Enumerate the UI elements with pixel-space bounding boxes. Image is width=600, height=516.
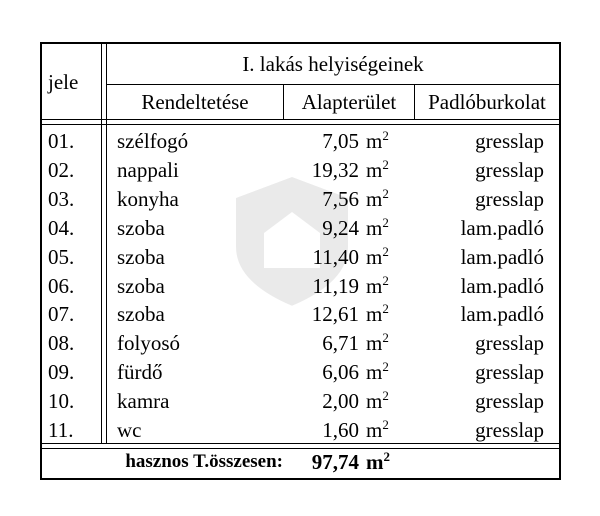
row-room-name: szélfogó	[117, 129, 189, 153]
row-room-name: szoba	[117, 302, 165, 326]
row-unit: $m^2$	[366, 186, 389, 211]
row-number: 11.	[48, 418, 74, 442]
table-border-left	[40, 42, 42, 480]
row-room-name: kamra	[117, 389, 170, 413]
row-room-name: konyha	[117, 187, 179, 211]
table-title: I. lakás helyiségeinek	[242, 52, 424, 76]
row-area: 9,24	[322, 216, 359, 240]
row-room-name: nappali	[117, 158, 179, 182]
table-border-bottom	[40, 478, 561, 480]
row-area: 11,40	[312, 245, 359, 269]
row-floor-covering: gresslap	[475, 331, 544, 355]
row-unit: $m^2$	[366, 215, 389, 240]
row-room-name: szoba	[117, 245, 165, 269]
row-number: 01.	[48, 129, 75, 153]
header-rendeltetes: Rendeltetése	[141, 90, 249, 114]
row-number: 06.	[48, 274, 75, 298]
row-floor-covering: gresslap	[475, 187, 544, 211]
header-divider	[106, 84, 560, 85]
row-number: 08.	[48, 331, 75, 355]
row-area: 11,19	[312, 274, 359, 298]
row-floor-covering: lam.padló	[460, 245, 544, 269]
row-area: 7,05	[322, 129, 359, 153]
row-area: 6,71	[322, 331, 359, 355]
row-floor-covering: gresslap	[475, 158, 544, 182]
row-number: 03.	[48, 187, 75, 211]
row-room-name: fürdő	[117, 360, 163, 384]
row-number: 07.	[48, 302, 75, 326]
row-floor-covering: gresslap	[475, 129, 544, 153]
header-jele: jele	[48, 70, 79, 94]
row-number: 09.	[48, 360, 75, 384]
row-floor-covering: lam.padló	[460, 302, 544, 326]
row-unit: $m^2$	[366, 388, 389, 413]
row-room-name: szoba	[117, 274, 165, 298]
row-area: 6,06	[322, 360, 359, 384]
row-floor-covering: lam.padló	[460, 216, 544, 240]
row-unit: $m^2$	[366, 244, 389, 269]
header-padloburkolat: Padlóburkolat	[428, 90, 546, 114]
header-rule-2	[41, 124, 560, 125]
row-unit: $m^2$	[366, 359, 389, 384]
row-floor-covering: lam.padló	[460, 274, 544, 298]
row-floor-covering: gresslap	[475, 418, 544, 442]
row-area: 19,32	[311, 158, 359, 182]
row-unit: $m^2$	[366, 417, 389, 442]
row-number: 05.	[48, 245, 75, 269]
row-number: 10.	[48, 389, 75, 413]
row-area: 2,00	[322, 389, 359, 413]
row-number: 04.	[48, 216, 75, 240]
row-unit: $m^2$	[366, 273, 389, 298]
total-label: hasznos T.összesen:	[125, 451, 283, 472]
row-floor-covering: gresslap	[475, 389, 544, 413]
total-value: 97,74	[311, 450, 359, 474]
row-area: 12,61	[311, 302, 359, 326]
table-border-right	[559, 42, 561, 480]
total-unit: $m^2$	[366, 449, 390, 474]
header-rule-1	[41, 119, 560, 120]
row-unit: $m^2$	[366, 330, 389, 355]
row-room-name: szoba	[117, 216, 165, 240]
row-number: 02.	[48, 158, 75, 182]
header-alapterulet: Alapterület	[301, 90, 397, 114]
table-border-top	[40, 42, 561, 44]
row-unit: $m^2$	[366, 128, 389, 153]
row-unit: $m^2$	[366, 301, 389, 326]
row-room-name: wc	[117, 418, 142, 442]
row-area: 1,60	[322, 418, 359, 442]
row-room-name: folyosó	[117, 331, 180, 355]
row-area: 7,56	[322, 187, 359, 211]
row-floor-covering: gresslap	[475, 360, 544, 384]
row-unit: $m^2$	[366, 157, 389, 182]
